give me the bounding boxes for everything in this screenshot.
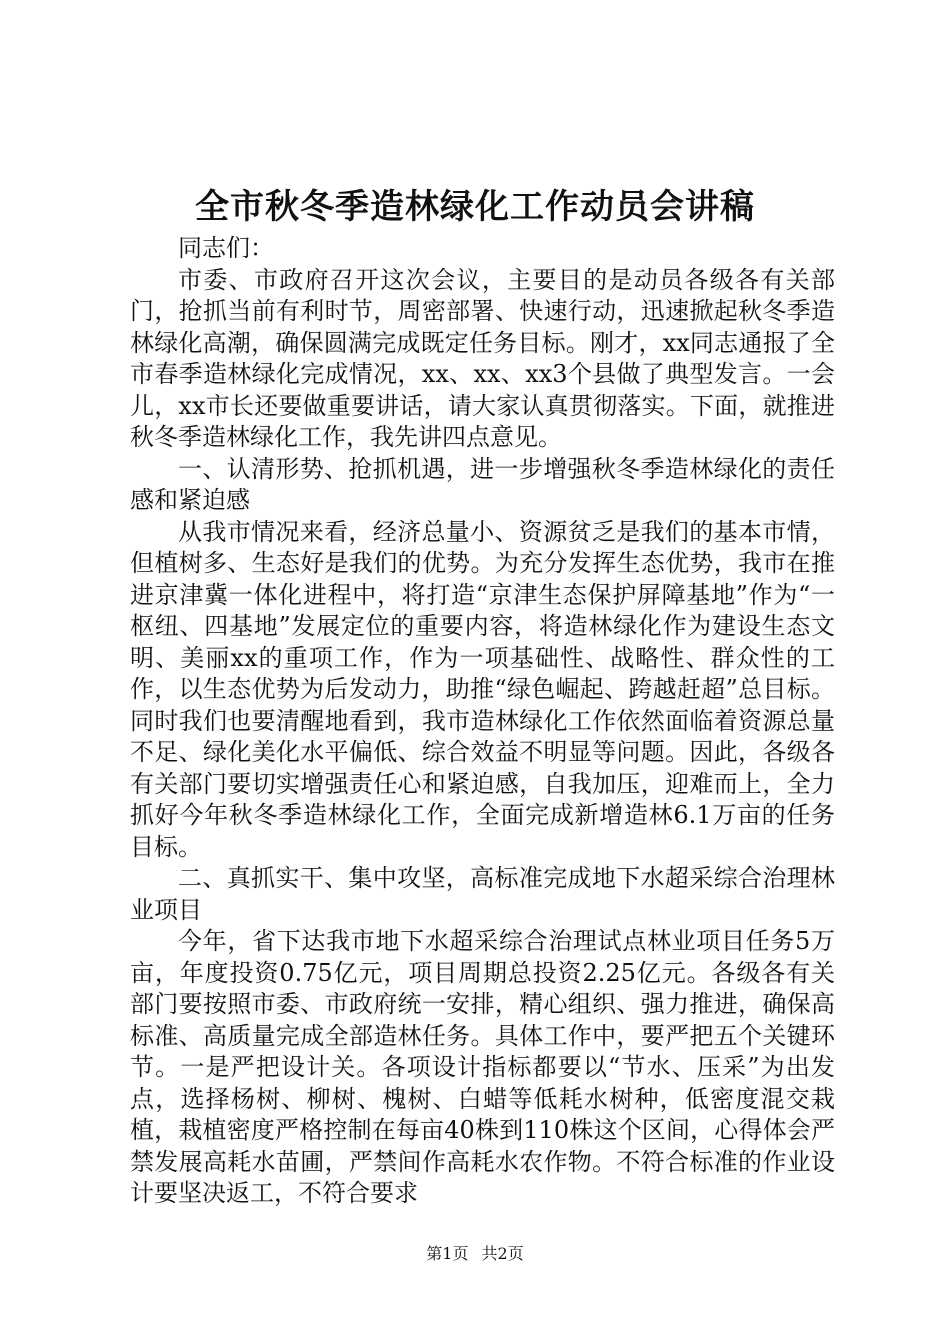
intro-paragraph: 市委、市政府召开这次会议，主要目的是动员各级各有关部门，抢抓当前有利时节，周密部署、快速行动，迅速掀起秋冬季造林绿化高潮，确保圆满完成既定任务目标。刚才，xx同志通报了全市春季造林绿化完成情况，xx、xx、xx3个县做了典型发言。一会儿，xx市长还要做重要讲话，请大家认真贯彻落实。下面，就推进秋冬季造林绿化工作，我先讲四点意见。: [130, 265, 835, 451]
page-number: 第1页: [426, 1244, 469, 1263]
page-total: 共2页: [481, 1244, 524, 1263]
section-paragraph-1: 从我市情况来看，经济总量小、资源贫乏是我们的基本市情，但植树多、生态好是我们的优势。为充分发挥生态优势，我市在推进京津冀一体化进程中，将打造“京津生态保护屏障基地”作为“一枢纽、四基地”发展定位的重要内容，将造林绿化作为建设生态文明、美丽xx的重项工作，作为一项基础性、战略性、群众性的工作，以生态优势为后发动力，助推“绿色崛起、跨越赶超”总目标。同时我们也要清醒地看到，我市造林绿化工作依然面临着资源总量不足、绿化美化水平偏低、综合效益不明显等问题。因此，各级各有关部门要切实增强责任心和紧迫感，自我加压，迎难而上，全力抓好今年秋冬季造林绿化工作，全面完成新增造林6.1万亩的任务目标。: [130, 517, 835, 861]
section-heading-1: 一、认清形势、抢抓机遇，进一步增强秋冬季造林绿化的责任感和紧迫感: [130, 454, 835, 514]
document-title: 全市秋冬季造林绿化工作动员会讲稿: [195, 187, 755, 227]
page-footer: [0, 1242, 950, 1266]
document-body: [130, 233, 835, 1210]
salutation: 同志们：: [178, 234, 274, 262]
section-heading-2: 二、真抓实干、集中攻坚，高标准完成地下水超采综合治理林业项目: [130, 864, 835, 924]
section-paragraph-2: 今年，省下达我市地下水超采综合治理试点林业项目任务5万亩，年度投资0.75亿元，项目周期总投资2.25亿元。各级各有关部门要按照市委、市政府统一安排，精心组织、强力推进，确保高标准、高质量完成全部造林任务。具体工作中，要严把五个关键环节。一是严把设计关。各项设计指标都要以“节水、压采”为出发点，选择杨树、柳树、槐树、白蜡等低耗水树种，低密度混交栽植，栽植密度严格控制在每亩40株到110株这个区间，心得体会严禁发展高耗水苗圃，严禁间作高耗水农作物。不符合标准的作业设计要坚决返工，不符合要求: [130, 927, 835, 1207]
